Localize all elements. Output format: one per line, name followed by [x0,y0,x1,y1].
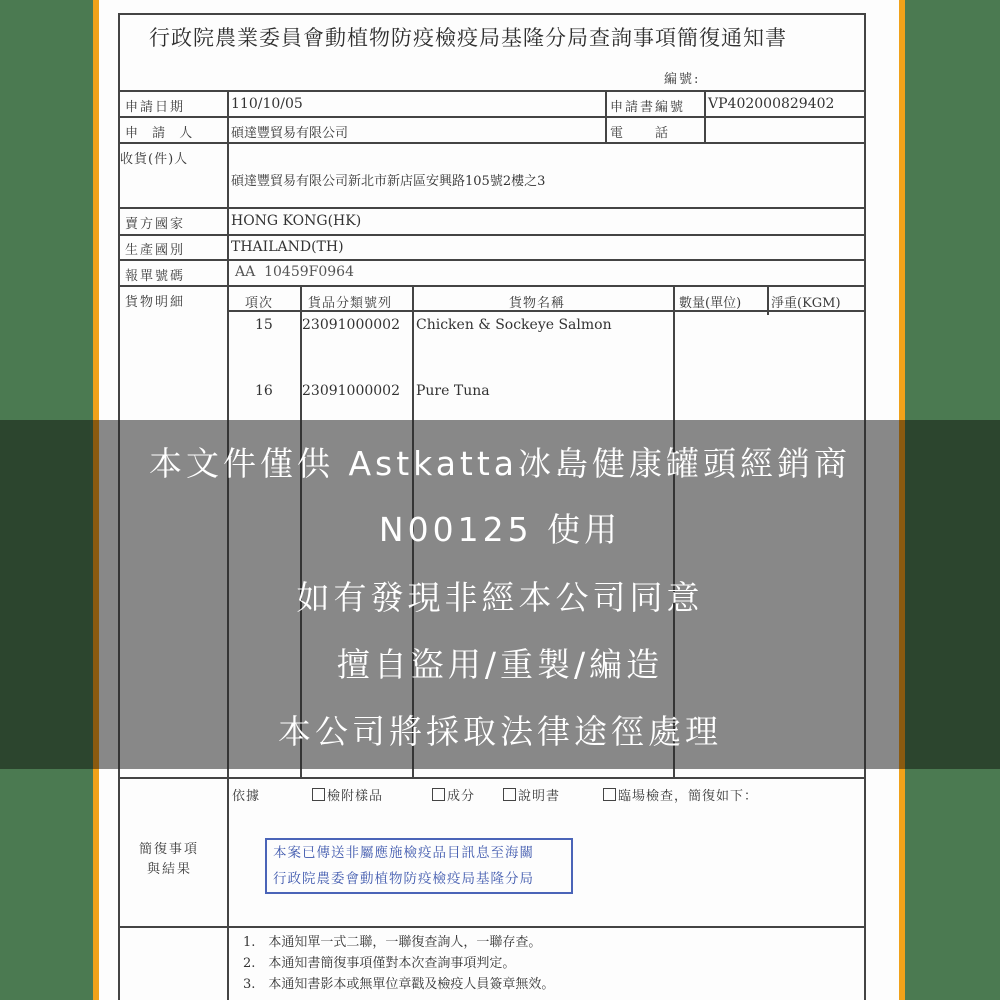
watermark-line-5: 本公司將採取法律途徑處理 [278,712,722,751]
apply-no-value: VP402000829402 [708,96,835,112]
document-title: 行政院農業委員會動植物防疫檢疫局基隆分局查詢事項簡復通知書 [149,26,787,50]
goods-col-divider [767,285,769,315]
goods-row-15-name: Chicken & Sockeye Salmon [416,317,612,333]
goods-row-16-name: Pure Tuna [416,383,490,399]
checkbox-samples[interactable]: 檢附樣品 [312,785,383,804]
seller-country-value: HONG KONG(HK) [231,213,362,229]
note-2: 2. 本通知書簡復事項僅對本次查詢事項判定。 [243,956,516,971]
goods-row-16-item: 16 [255,383,273,399]
goods-detail-label: 貨物明細 [125,295,186,310]
column-divider [605,90,607,142]
note-1: 1. 本通知單一式二聯，一聯復查詢人，一聯存查。 [243,935,542,950]
checkbox-manual[interactable]: 說明書 [503,785,560,804]
origin-country-value: THAILAND(TH) [231,239,344,255]
notes-list [243,932,554,995]
goods-header-item: 項次 [245,296,274,311]
applicant-value: 碩達豐貿易有限公司 [231,126,349,141]
origin-country-label: 生產國別 [125,243,186,258]
apply-no-label: 申請書編號 [610,100,686,115]
goods-header-weight: 淨重(KGM) [771,296,841,311]
result-label-line2: 與結果 [147,862,193,877]
checkbox-inspection[interactable]: 臨場檢查，簡復如下： [603,785,758,804]
checkbox-icon[interactable] [603,788,616,801]
stamp-line-1: 本案已傳送非屬應施檢疫品目訊息至海關 [273,845,534,861]
apply-date-label: 申請日期 [125,100,186,115]
row-divider [118,116,865,118]
stamp-line-2: 行政院農委會動植物防疫檢疫局基隆分局 [273,871,534,887]
checkbox-icon[interactable] [312,788,325,801]
table-border-top [118,13,865,15]
checkbox-icon[interactable] [432,788,445,801]
apply-date-value: 110/10/05 [231,96,303,112]
note-3: 3. 本通知書影本或無單位章戳及檢疫人員簽章無效。 [243,977,555,992]
row-divider [118,777,865,779]
row-divider [118,207,865,209]
goods-header-qty: 數量(單位) [679,296,742,311]
seller-country-label: 賣方國家 [125,217,186,232]
goods-row-15-item: 15 [255,317,273,333]
basis-label: 依據 [232,789,261,804]
goods-header-name: 貨物名稱 [509,296,566,311]
goods-row-15-hscode: 23091000002 [302,317,400,333]
watermark-line-1: 本文件僅供 Astkatta冰島健康罐頭經銷商 [148,444,852,483]
goods-header-hscode: 貨品分類號列 [308,296,393,311]
row-divider [118,142,865,144]
checkbox-ingredients[interactable]: 成分 [432,785,475,804]
row-divider [118,90,865,92]
row-divider [118,234,865,236]
blue-stamp [265,838,573,894]
row-divider [118,926,865,928]
watermark-line-3: 如有發現非經本公司同意 [296,578,704,617]
row-divider [118,259,865,261]
result-label-line1: 簡復事項 [139,842,200,857]
consignee-value: 碩達豐貿易有限公司新北市新店區安興路105號2樓之3 [231,174,546,189]
applicant-label: 申 請 人 [125,126,198,141]
goods-row-16-hscode: 23091000002 [302,383,400,399]
consignee-label: 收貨(件)人 [120,152,189,167]
declaration-no-label: 報單號碼 [125,269,186,284]
row-divider [118,285,865,287]
phone-label: 電 話 [610,126,671,141]
declaration-no-value: AA 10459F0964 [235,264,354,280]
watermark-line-2: N00125 使用 [378,510,622,549]
checkbox-icon[interactable] [503,788,516,801]
watermark-line-4: 擅自盜用/重製/編造 [336,645,664,684]
column-divider [704,90,706,142]
serial-label: 編號: [664,72,701,87]
